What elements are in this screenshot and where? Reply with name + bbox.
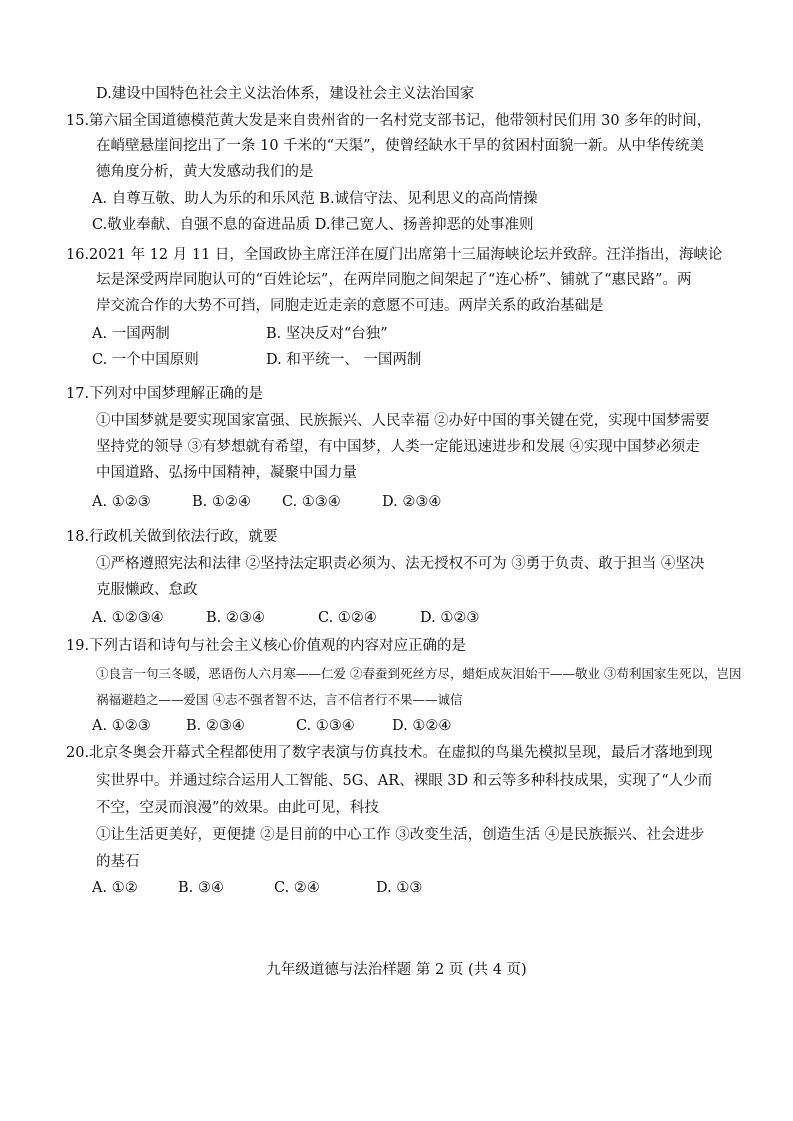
q14-option-d: D.建设中国特色社会主义法治体系，建设社会主义法治国家 <box>96 86 475 102</box>
q16-option-d: D. 和平统一、 一国两制 <box>266 352 422 368</box>
q19-option-d: D. ①②④ <box>392 718 452 734</box>
q19-option-c: C. ①③④ <box>296 718 355 734</box>
q16-stem-line-3: 岸交流合作的大势不可挡，同胞走近走亲的意愿不可违。两岸关系的政治基础是 <box>96 298 604 314</box>
q17-stem-line-4: 中国道路、弘扬中国精神，凝聚中国力量 <box>96 465 357 481</box>
q20-stem-line-1: 20.北京冬奥会开幕式全程都使用了数字表演与仿真技术。在虚拟的鸟巢先模拟呈现，最后才落地到现 <box>66 745 713 761</box>
q20-option-c: C. ②④ <box>274 880 320 896</box>
q18-option-b: B. ②③④ <box>206 610 265 626</box>
q18-option-c: C. ①②④ <box>318 610 377 626</box>
q17-stem-line-2: ①中国梦就是要实现国家富强、民族振兴、人民幸福 ②办好中国的事关键在党，实现中国梦需要 <box>96 413 710 429</box>
q19-stem-line-3: 祸福避趋之——爱国 ④志不强者智不达，言不信者行不果——诚信 <box>96 692 463 707</box>
q18-stem-line-2: ①严格遵照宪法和法律 ②坚持法定职责必须为、法无授权不可为 ③勇于负责、敢于担当 ④坚决 <box>96 556 705 572</box>
q16-option-a: A. 一国两制 <box>92 326 170 342</box>
page-footer: 九年级道德与法治样题 第 2 页 (共 4 页) <box>266 962 527 978</box>
q15-stem-line-1: 15.第六届全国道德模范黄大发是来自贵州省的一名村党支部书记，他带领村民们用 30 多年的时间， <box>66 113 712 129</box>
q15-options-ab: A. 自尊互敬、助人为乐的和乐风范 B.诚信守法、见利思义的高尚情操 <box>92 191 538 207</box>
q20-stem-line-4: ①让生活更美好，更便捷 ②是目前的中心工作 ③改变生活，创造生活 ④是民族振兴、社会进步 <box>96 827 705 843</box>
q17-option-d: D. ②③④ <box>382 494 442 510</box>
q19-stem-line-1: 19.下列古语和诗句与社会主义核心价值观的内容对应正确的是 <box>66 638 467 654</box>
q19-option-b: B. ②③④ <box>186 718 245 734</box>
q17-stem-line-3: 坚持党的领导 ③有梦想就有希望，有中国梦，人类一定能迅速进步和发展 ④实现中国梦必须走 <box>96 439 700 455</box>
q15-stem-line-2: 在峭壁悬崖间挖出了一条 10 千米的“天渠”，使曾经缺水干旱的贫困村面貌一新。从中华传统美 <box>96 138 704 154</box>
q16-stem-line-1: 16.2021 年 12 月 11 日，全国政协主席汪洋在厦门出席第十三届海峡论坛并致辞。汪洋指出，海峡论 <box>66 247 723 263</box>
q20-stem-line-2: 实世界中。并通过综合运用人工智能、5G、AR、裸眼 3D 和云等多种科技成果，实现了“人少而 <box>96 773 713 789</box>
q20-option-a: A. ①② <box>92 880 138 896</box>
q17-option-c: C. ①③④ <box>282 494 341 510</box>
q19-option-a: A. ①②③ <box>92 718 151 734</box>
q15-options-cd: C.敬业奉献、自强不息的奋进品质 D.律己宽人、扬善抑恶的处事准则 <box>92 217 534 233</box>
q18-stem-line-1: 18.行政机关做到依法行政，就要 <box>66 529 278 545</box>
q18-option-d: D. ①②③ <box>420 610 480 626</box>
q20-option-d: D. ①③ <box>376 880 423 896</box>
q18-option-a: A. ①②③④ <box>92 610 164 626</box>
q17-stem-line-1: 17.下列对中国梦理解正确的是 <box>66 386 264 402</box>
q16-stem-line-2: 坛是深受两岸同胞认可的“百姓论坛”，在两岸同胞之间架起了“连心桥”、铺就了“惠民路”。两 <box>96 272 692 288</box>
q16-option-c: C. 一个中国原则 <box>92 352 199 368</box>
q20-stem-line-3: 不空，空灵而浪漫”的效果。由此可见，科技 <box>96 800 379 816</box>
q20-stem-line-5: 的基石 <box>96 854 140 870</box>
q19-stem-line-2: ①良言一句三冬暖，恶语伤人六月寒——仁爱 ②春蚕到死丝方尽，蜡炬成灰泪始干——敬业 ③苟利国家生死以，岂因 <box>96 666 742 681</box>
q16-option-b: B. 坚决反对“台独” <box>266 326 388 342</box>
q17-option-b: B. ①②④ <box>192 494 251 510</box>
q20-option-b: B. ③④ <box>178 880 224 896</box>
q18-stem-line-3: 克服懒政、怠政 <box>96 582 198 598</box>
q15-stem-line-3: 德角度分析，黄大发感动我们的是 <box>96 164 314 180</box>
q17-option-a: A. ①②③ <box>92 494 151 510</box>
